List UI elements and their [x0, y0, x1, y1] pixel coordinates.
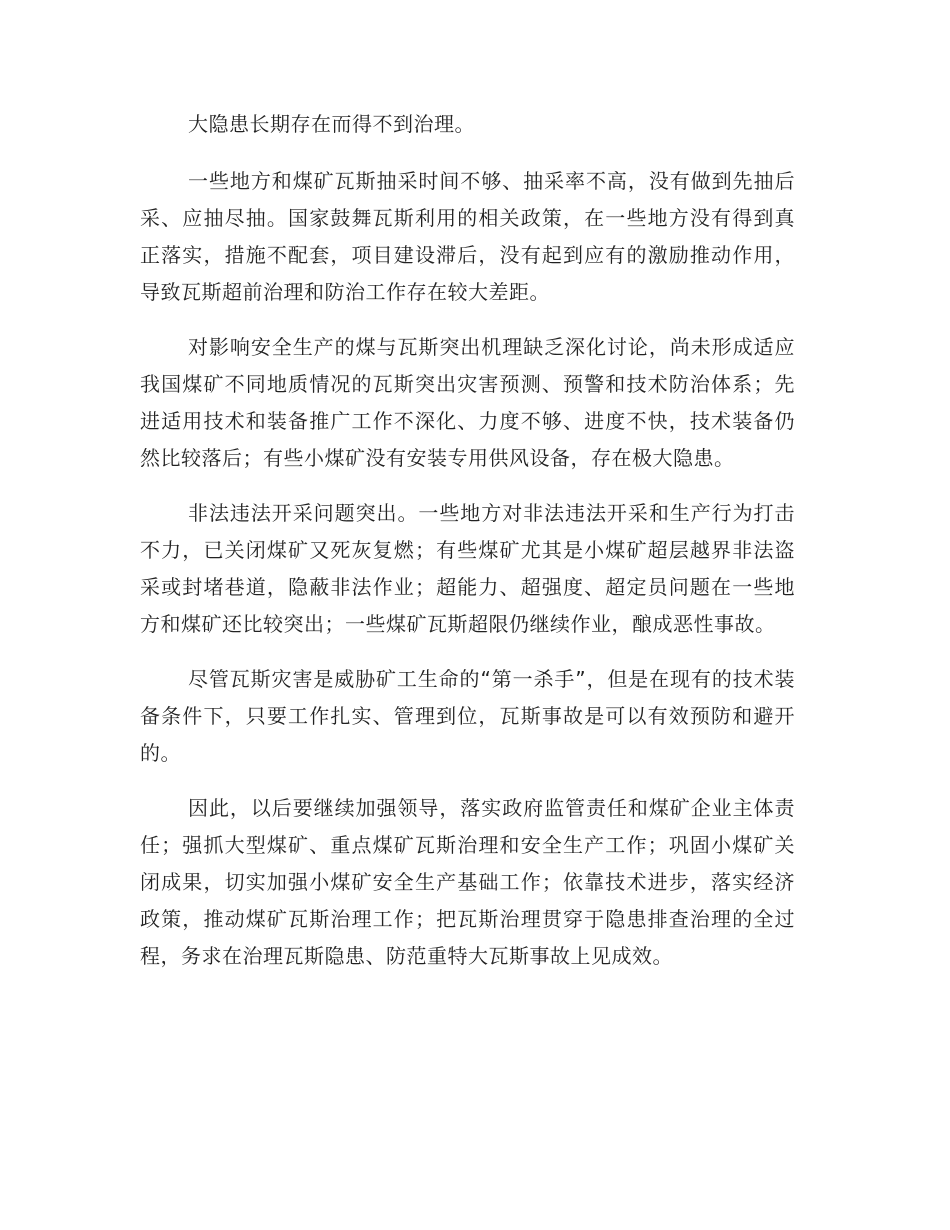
paragraph-4: 非法违法开采问题突出。一些地方对非法违法开采和生产行为打击不力，已关闭煤矿又死灰复燃；有些煤矿尤其是小煤矿超层越界非法盗采或封堵巷道，隐蔽非法作业；超能力、超强度、超定员问题在一些地方和煤矿还比较突出；一些煤矿瓦斯超限仍继续作业，酿成恶性事故。 [140, 501, 795, 636]
paragraph-3: 对影响安全生产的煤与瓦斯突出机理缺乏深化讨论，尚未形成适应我国煤矿不同地质情况的瓦斯突出灾害预测、预警和技术防治体系；先进适用技术和装备推广工作不深化、力度不够、进度不快，技术装备仍然比较落后；有些小煤矿没有安装专用供风设备，存在极大隐患。 [140, 335, 795, 470]
paragraph-6: 因此，以后要继续加强领导，落实政府监管责任和煤矿企业主体责任；强抓大型煤矿、重点煤矿瓦斯治理和安全生产工作；巩固小煤矿关闭成果，切实加强小煤矿安全生产基础工作；依靠技术进步，落实经济政策，推动煤矿瓦斯治理工作；把瓦斯治理贯穿于隐患排查治理的全过程，务求在治理瓦斯隐患、防范重特大瓦斯事故上见成效。 [140, 796, 795, 968]
document-body [140, 106, 795, 993]
paragraph-5: 尽管瓦斯灾害是威胁矿工生命的“第一杀手”，但是在现有的技术装备条件下，只要工作扎实、管理到位，瓦斯事故是可以有效预防和避开的。 [140, 667, 795, 765]
paragraph-1: 大隐患长期存在而得不到治理。 [188, 112, 475, 136]
paragraph-2: 一些地方和煤矿瓦斯抽采时间不够、抽采率不高，没有做到先抽后采、应抽尽抽。国家鼓舞瓦斯利用的相关政策，在一些地方没有得到真正落实，措施不配套，项目建设滞后，没有起到应有的激励推动作用，导致瓦斯超前治理和防治工作存在较大差距。 [140, 169, 795, 304]
